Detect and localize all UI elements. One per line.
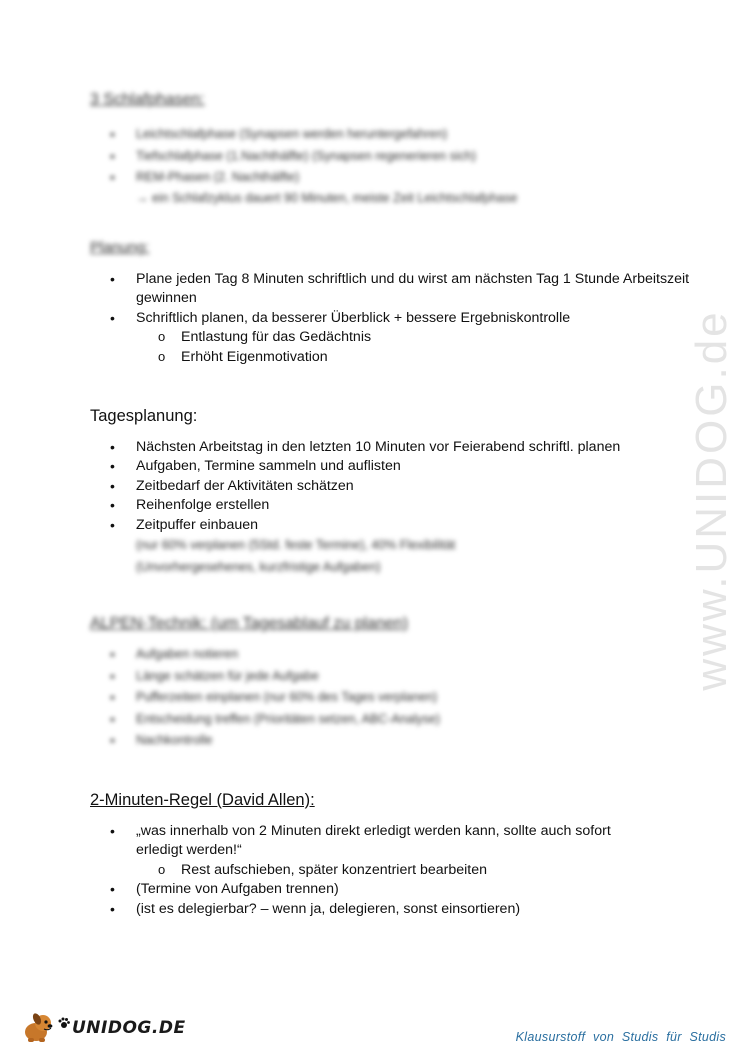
bullet-list [90,438,690,535]
list-item: • Aufgaben notieren [90,644,690,666]
list-item: • Pufferzeiten einplanen (nur 60% des Tages verplanen) [90,687,690,709]
list-item: • Nachkontrolle [90,730,690,752]
section-planung [90,238,690,367]
section-heading: Tagesplanung: [90,407,198,425]
sub-list-item: o Rest aufschieben, später konzentriert bearbeiten [90,861,690,880]
watermark: www.UNIDOG.de [687,309,736,691]
list-item: • REM-Phasen (2. Nachthälfte) [90,167,690,189]
list-item: • Plane jeden Tag 8 Minuten schriftlich und du wirst am nächsten Tag 1 Stunde Arbeitszeit gewinnen [90,270,690,309]
note-text: → ein Schlafzyklus dauert 90 Minuten, meiste Zeit Leichtschlafphase [136,190,518,205]
list-item: • Reihenfolge erstellen [90,496,690,515]
footer-logo [22,1012,186,1044]
logo-text: UNIDOG.DE [72,1018,186,1038]
list-item: • Zeitpuffer einbauen [90,516,690,535]
section-heading: Planung: [90,239,150,256]
list-item: • Aufgaben, Termine sammeln und auflisten [90,457,690,476]
list-item: • Nächsten Arbeitstag in den letzten 10 Minuten vor Feierabend schriftl. planen [90,438,690,457]
section-alpen [90,614,690,752]
bullet-list [90,822,690,919]
list-item: • Zeitbedarf der Aktivitäten schätzen [90,477,690,496]
section-heading: 3 Schlafphasen: [90,91,205,108]
section-schlafphasen [90,90,690,207]
bullet-list [90,124,690,189]
list-item: • „was innerhalb von 2 Minuten direkt erledigt werden kann, sollte auch sofort erledigt werden!“ [90,822,690,861]
footer-tagline: Klausurstoff von Studis für Studis [515,1030,726,1044]
list-item: • (ist es delegierbar? – wenn ja, delegieren, sonst einsortieren) [90,900,690,919]
sub-list-item: o Erhöht Eigenmotivation [90,348,690,367]
list-item: • Länge schätzen für jede Aufgabe [90,666,690,688]
paw-icon [58,1017,70,1029]
list-item: • Leichtschlafphase (Synapsen werden heruntergefahren) [90,124,690,146]
section-zwei-minuten-regel [90,790,690,919]
section-tagesplanung [90,406,690,578]
sub-list-item: o Entlastung für das Gedächtnis [90,328,690,347]
note-text: (Unvorhergesehenes, kurzfristige Aufgaben) [136,559,381,574]
bullet-list [90,270,690,367]
list-item: • Entscheidung treffen (Prioritäten setzen, ABC-Analyse) [90,709,690,731]
section-heading: 2-Minuten-Regel (David Allen): [90,791,315,809]
bullet-list [90,644,690,752]
list-item: • (Termine von Aufgaben trennen) [90,880,690,899]
dog-mascot-icon [22,1012,56,1044]
list-item: • Schriftlich planen, da besserer Überblick + bessere Ergebniskontrolle [90,309,690,328]
section-heading: ALPEN-Technik: (um Tagesablauf zu planen) [90,615,409,632]
list-item: • Tiefschlafphase (1.Nachthälfte) (Synapsen regenerieren sich) [90,146,690,168]
note-text: (nur 60% verplanen (5Std. feste Termine), 40% Flexibilität [136,538,456,553]
